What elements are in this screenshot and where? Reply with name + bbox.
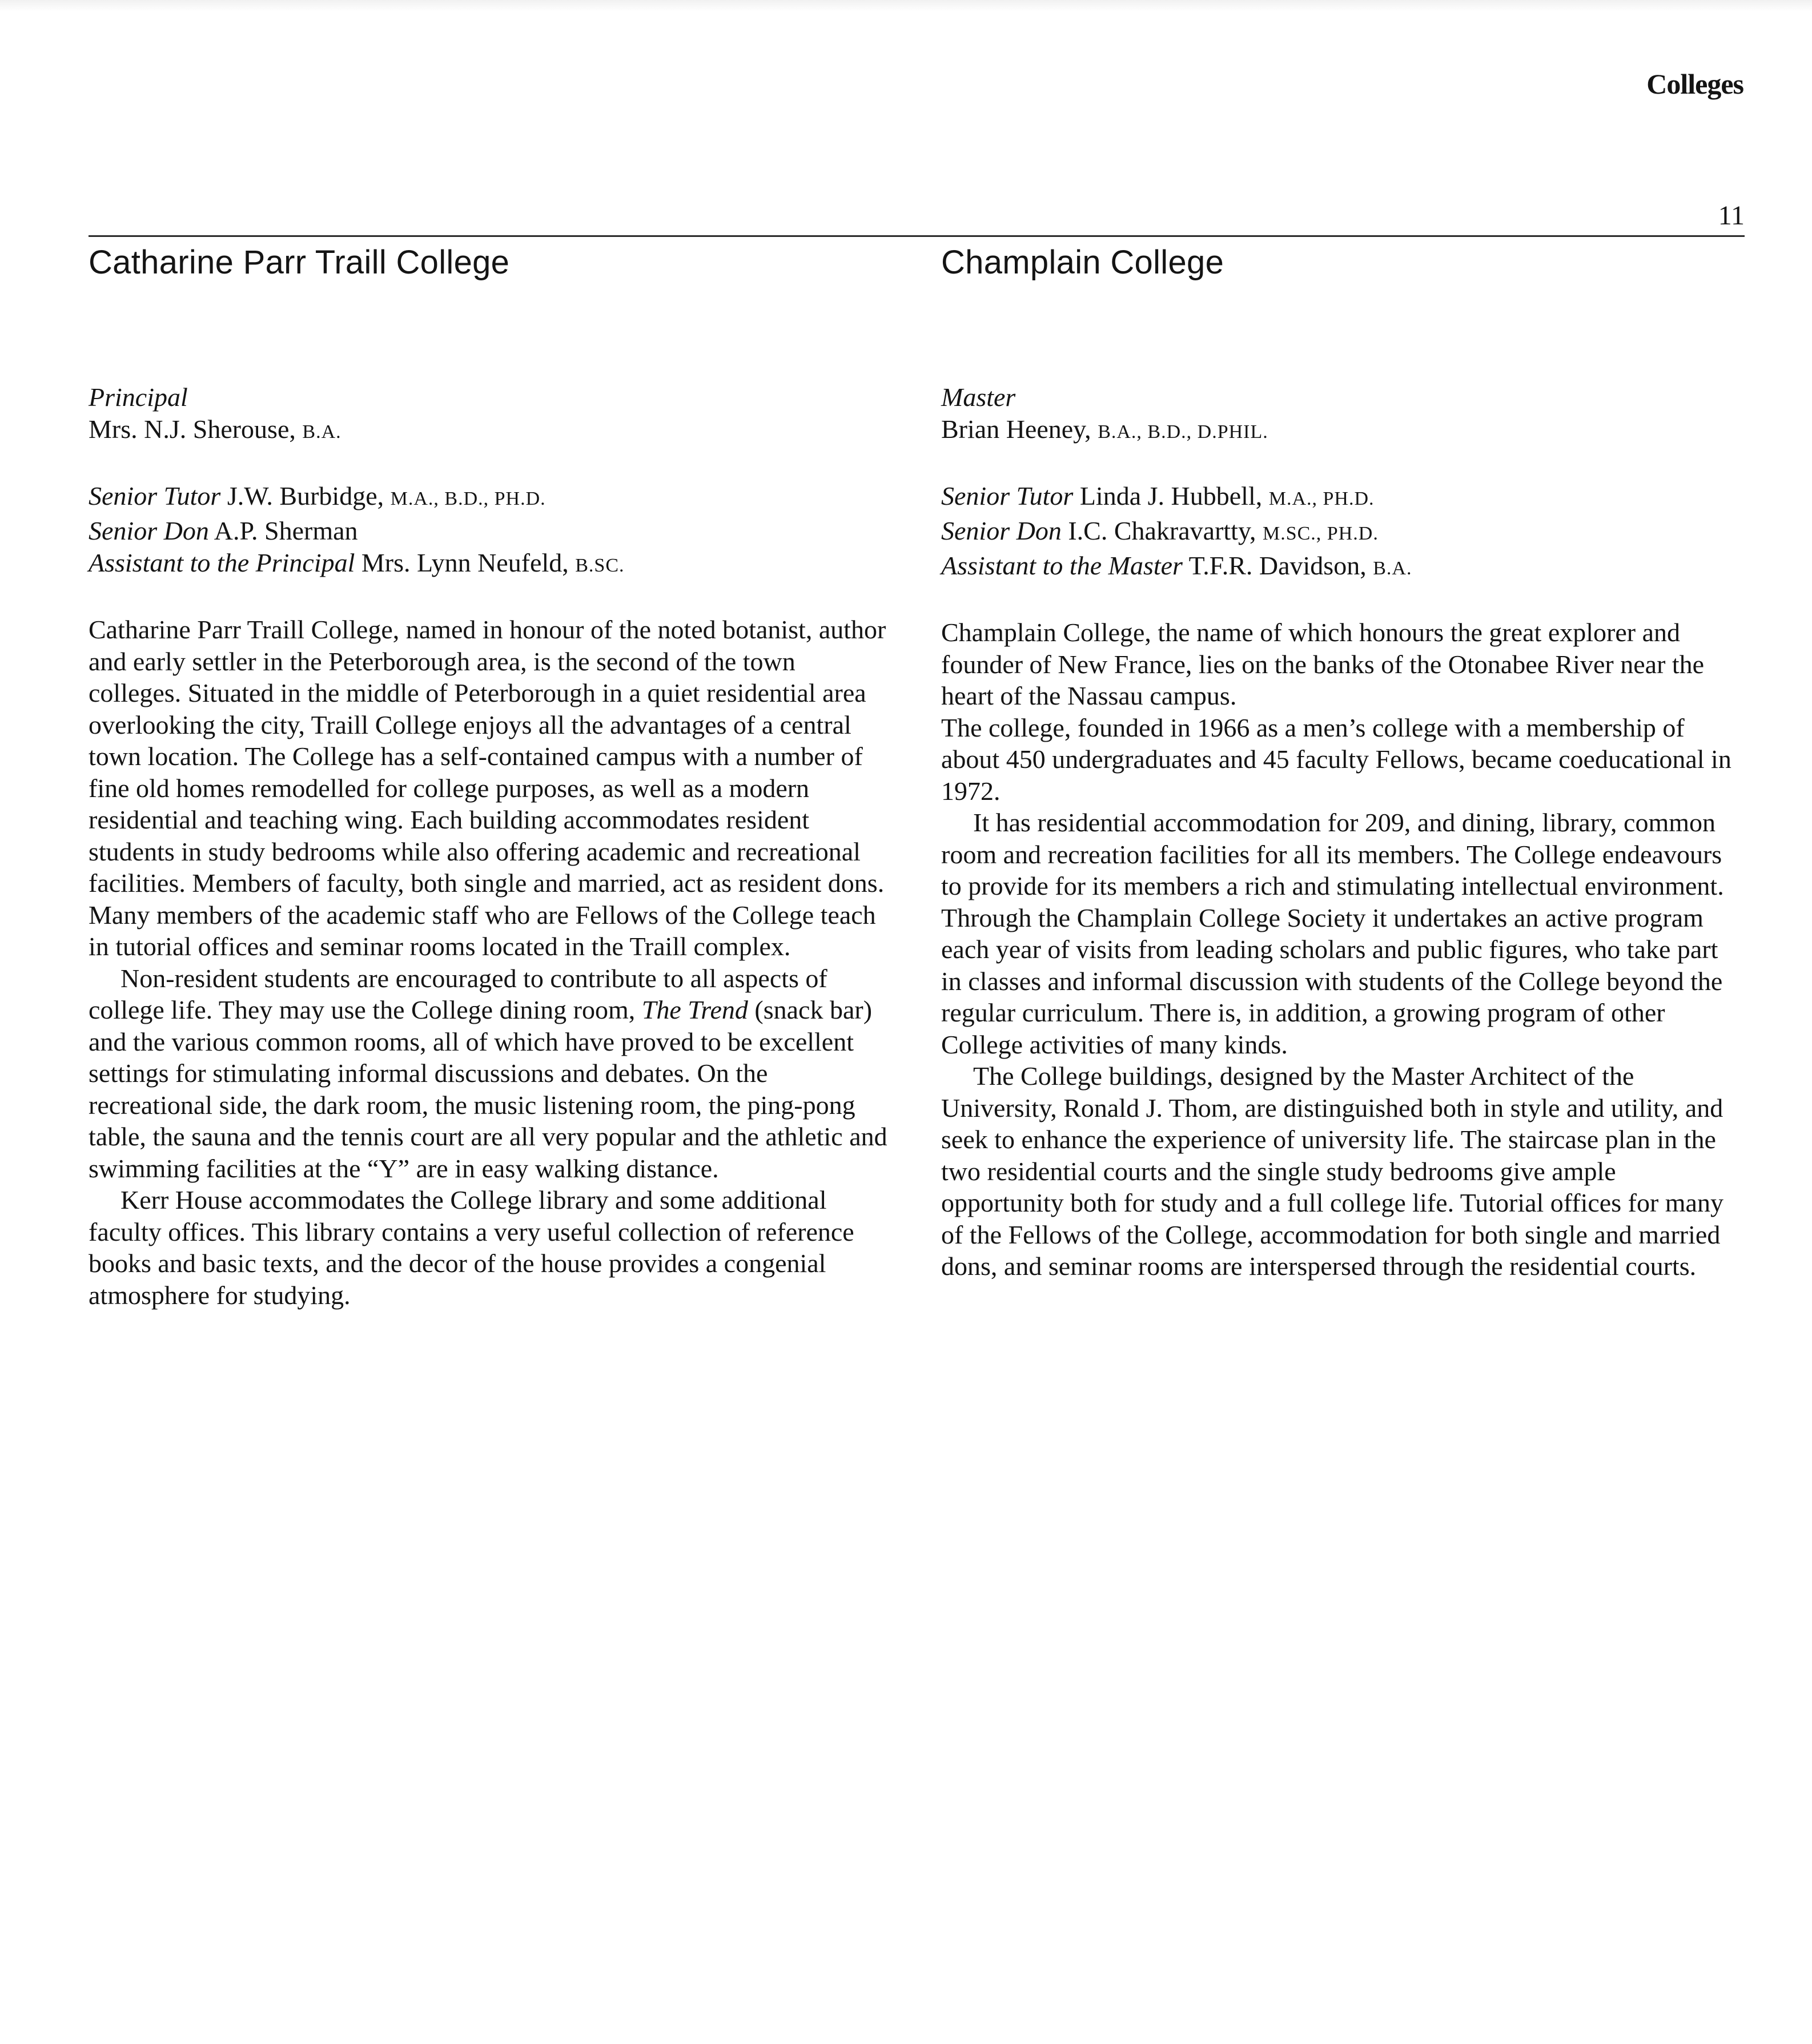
officer-entry [89,413,888,448]
paragraph: Champlain College, the name of which honours the great explorer and founder of New France, lies on the banks of the Otonabee River near the heart of the Nassau campus. [941,618,1705,710]
officer-degree: M.SC., PH.D. [1262,523,1379,544]
officer-degree: B.A., B.D., D.PHIL. [1098,421,1268,442]
college-title-champlain: Champlain College [941,244,1224,281]
officer-name: A.P. Sherman [214,516,358,545]
officer-name: Mrs. N.J. Sherouse, [89,415,296,444]
traill-principal [89,381,888,448]
college-title-traill: Catharine Parr Traill College [89,244,510,281]
officer-title: Senior Tutor [941,481,1074,510]
officer-title: Principal [89,383,188,412]
officer-title: Senior Tutor [89,481,221,510]
officer-name: Mrs. Lynn Neufeld, [361,548,569,577]
officer-entry [89,515,888,547]
traill-body [89,614,888,1311]
paragraph: The College buildings, designed by the Master Architect of the University, Ronald J. Thom, are distinguished both in style and utility, and seek to enhance the experience of university life. The staircase plan in the two residential courts and the single study bedrooms give ample opportunity both for study and a full college life. Tutorial offices for many of the Fellows of the College, accommodation for both single and married dons, and seminar rooms are interspersed through the residential courts. [941,1061,1723,1281]
officer-name: T.F.R. Davidson, [1188,551,1367,580]
officer-entry [89,547,888,582]
page-number: 11 [1718,200,1745,231]
officer-entry [89,480,888,515]
page-edge [0,0,1812,11]
officer-title: Senior Don [89,516,209,545]
officer-entry [941,550,1741,585]
paragraph: It has residential accommodation for 209, and dining, library, common room and recreation facilities for all its members. The College endeavours to provide for its members a rich and stimulating intellectual environment. Through the Champlain College Society it undertakes an active program each year of visits from leading scholars and public figures, who take part in classes and informal discussion with students of the College beyond the regular curriculum. There is, in addition, a growing program of other College activities of many kinds. [941,808,1724,1059]
paragraph-text: Non-resident students are encouraged to contribute to all aspects of college life. They may use the College dining room, [89,963,827,1024]
champlain-officers [941,381,1741,585]
officer-entry [941,515,1741,550]
officer-title: Assistant to the Master [941,551,1183,580]
right-column [941,240,1741,1282]
officer-degree: M.A., B.D., PH.D. [390,488,546,509]
officer-name: Brian Heeney, [941,415,1091,444]
champlain-body [941,617,1741,1282]
officer-degree: B.SC. [575,555,625,576]
officer-title: Master [941,383,1016,412]
officer-title: Assistant to the Principal [89,548,355,577]
officer-title: Senior Don [941,516,1062,545]
paragraph [89,963,888,1185]
running-head: Colleges [1646,68,1743,100]
header-rule [89,235,1745,237]
officer-degree: B.A. [1373,558,1412,579]
traill-officers [89,381,888,582]
paragraph: Catharine Parr Traill College, named in honour of the noted botanist, author and early settler in the Peterborough area, is the second of the town colleges. Situated in the middle of Peterborough in a quiet residential area overlooking the city, Traill College enjoys all the advantages of a central town location. The College has a self-contained campus with a number of fine old homes remodelled for college purposes, as well as a modern residential and teaching wing. Each building accommodates resident students in study bedrooms while also offering academic and recreational facilities. Members of faculty, both single and married, act as resident dons. Many members of the academic staff who are Fellows of the College teach in tutorial offices and seminar rooms located in the Traill complex. [89,615,886,961]
officer-name: J.W. Burbidge, [227,481,384,510]
paragraph: The college, founded in 1966 as a men’s college with a membership of about 450 undergraduates and 45 faculty Fellows, became coeducational in 1972. [941,713,1731,806]
officer-entry [941,480,1741,515]
paragraph: Kerr House accommodates the College library and some additional faculty offices. This library contains a very useful collection of reference books and basic texts, and the decor of the house provides a congenial atmosphere for studying. [89,1185,854,1310]
paragraph-emphasis: The Trend [641,995,748,1024]
left-column [89,240,888,1311]
officer-degree: M.A., PH.D. [1268,488,1375,509]
officer-entry [941,413,1741,448]
paragraph-text: (snack bar) and the various common rooms, all of which have proved to be excellent settings for stimulating informal discussions and debates. On the recreational side, the dark room, the music listening room, the ping-pong table, the sauna and the tennis court are all very popular and the athletic and swimming facilities at the “Y” are in easy walking distance. [89,995,887,1183]
officer-name: I.C. Chakravartty, [1068,516,1256,545]
officer-name: Linda J. Hubbell, [1079,481,1263,510]
champlain-master [941,381,1741,448]
officer-degree: B.A. [302,421,341,442]
